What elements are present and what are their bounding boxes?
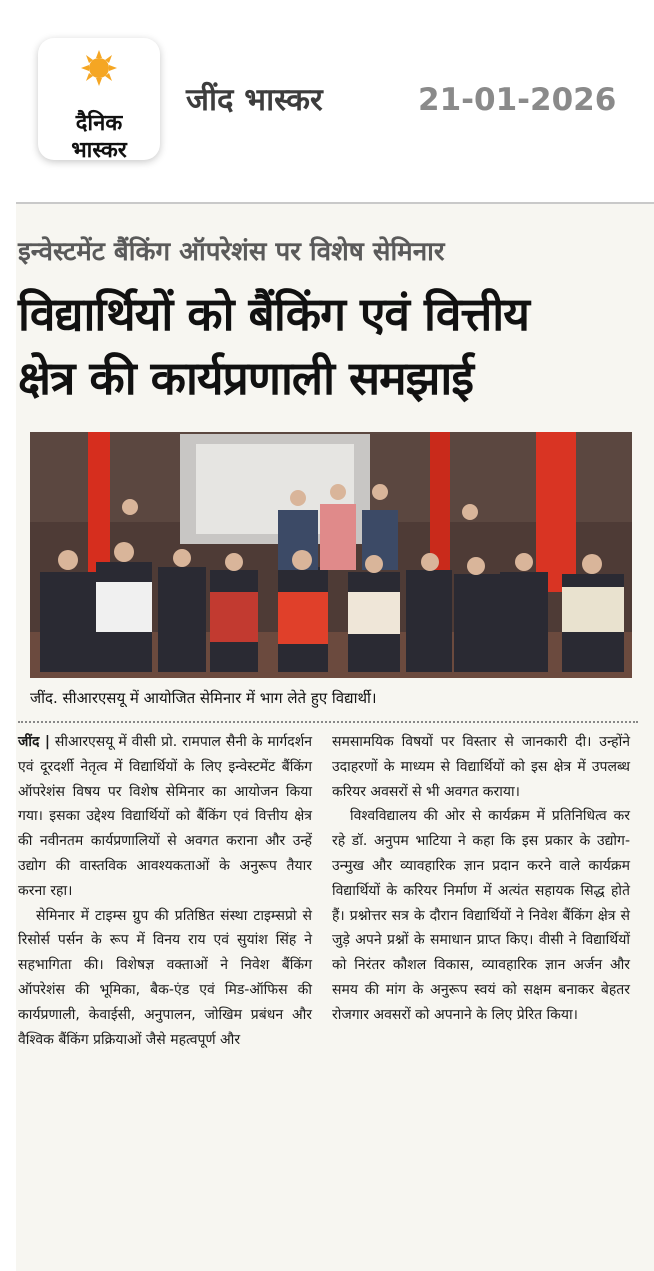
article-paragraph-2: सेमिनार में टाइम्स ग्रुप की प्रतिष्ठित संस्था टाइम्सप्रो से रिसोर्स पर्सन के रूप में विनय राय एवं सुयांश सिंह ने सहभागिता की। विशेषज्ञ वक्ताओं ने निवेश बैंकिंग ऑपरेशंस की भूमिका, बैक-एंड एवं मिड-ऑफिस की कार्यप्रणाली, केवाईसी, अनुपालन, जोखिम प्रबंधन और वैश्विक बैंकिंग प्रक्रियाओं जैसे महत्वपूर्ण और <box>18 907 312 1048</box>
app-header <box>0 0 654 195</box>
logo-text-line2: भास्कर <box>71 138 127 163</box>
paragraph-1-text: सीआरएसयू में वीसी प्रो. रामपाल सैनी के मार्गदर्शन एवं दूरदर्शी नेतृत्व में विद्यार्थियों के लिए इन्वेस्टमेंट बैंकिंग ऑपरेशंस विषय पर विशेष सेमिनार का आयोजन किया गया। इसका उद्देश्य विद्यार्थियों को बैंकिंग एवं वित्तीय क्षेत्र की नवीनतम कार्यप्रणालियों से अवगत कराना और उन्हें उद्योग की वास्तविक आवश्यकताओं के अनुरूप तैयार करना रहा। <box>18 734 313 899</box>
edition-date: 21-01-2026 <box>418 82 617 118</box>
dotted-divider <box>18 721 638 723</box>
logo-text-line1: दैनिक <box>75 111 123 136</box>
article-kicker: इन्वेस्टमेंट बैंकिंग ऑपरेशंस पर विशेष सेमिनार <box>18 237 445 267</box>
article-headline <box>18 282 638 410</box>
headline-line-2: क्षेत्र की कार्यप्रणाली समझाई <box>18 351 473 405</box>
article-column-2 <box>332 730 630 1028</box>
photo-caption: जींद. सीआरएसयू में आयोजित सेमिनार में भाग लेते हुए विद्यार्थी। <box>30 689 377 707</box>
article-column-1 <box>18 730 312 1052</box>
article-paragraph-1 <box>18 730 312 904</box>
seminar-group-photo <box>30 432 632 678</box>
edition-title: जींद भास्कर <box>186 82 323 118</box>
dainik-bhaskar-logo[interactable] <box>38 38 160 163</box>
article-dateline: जींद | <box>18 734 50 750</box>
headline-line-1: विद्यार्थियों को बैंकिंग एवं वित्तीय <box>18 287 529 341</box>
newspaper-clipping <box>16 202 654 1271</box>
article-paragraph-4: विश्वविद्यालय की ओर से कार्यक्रम में प्रतिनिधित्व कर रहे डॉ. अनुपम भाटिया ने कहा कि इस प्रकार के उद्योग-उन्मुख और व्यावहारिक ज्ञान प्रदान करने वाले कार्यक्रम विद्यार्थियों के करियर निर्माण में अत्यंत सहायक सिद्ध होते हैं। प्रश्नोत्तर सत्र के दौरान विद्यार्थियों ने निवेश बैंकिंग क्षेत्र से जुड़े अपने प्रश्नों के समाधान प्राप्त किए। वीसी ने विद्यार्थियों को निरंतर कौशल विकास, व्यावहारिक ज्ञान अर्जन और समय की मांग के अनुरूप स्वयं को सक्षम बनाकर बेहतर रोजगार अवसरों को अपनाने के लिए प्रेरित किया। <box>332 808 630 1023</box>
article-paragraph-3: समसामयिक विषयों पर विस्तार से जानकारी दी। उन्होंने उदाहरणों के माध्यम से विद्यार्थियों को इस क्षेत्र में उपलब्ध करियर अवसरों से भी अवगत कराया। <box>332 734 630 800</box>
